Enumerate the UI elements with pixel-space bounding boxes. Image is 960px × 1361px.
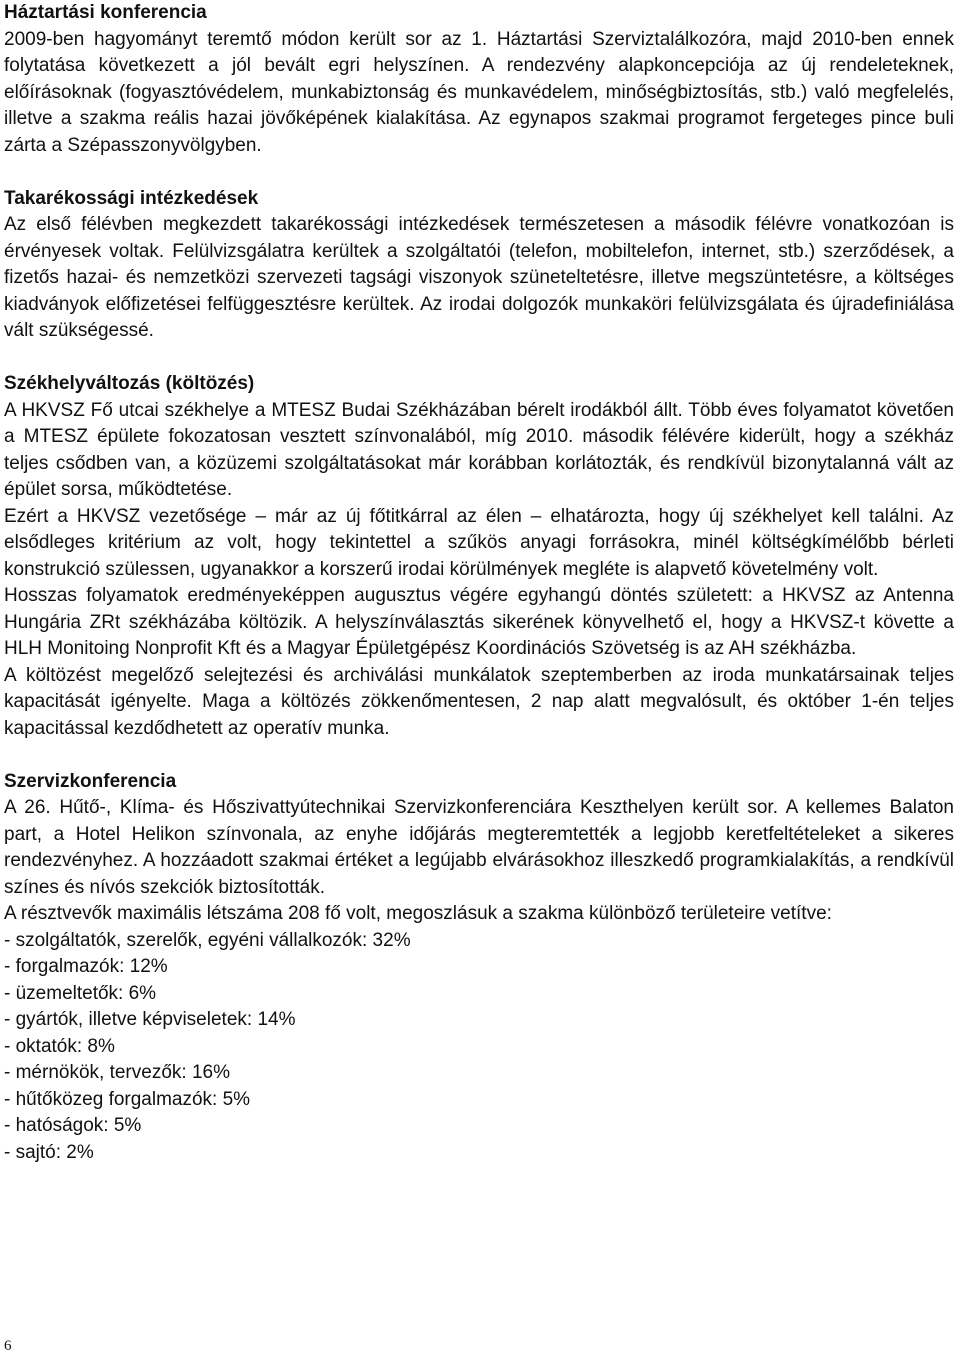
section-haztartasi-konferencia <box>4 0 954 159</box>
section-heading: Háztartási konferencia <box>4 2 207 23</box>
paragraph: Hosszas folyamatok eredményeképpen augusztus végére egyhangú döntés született: a HKVSZ az Antenna Hungária ZRt székházába költözik. A helyszínválasztás sikerének könyvelhető el, hogy a HKVSZ-t követte a HLH Monitoing Nonprofit Kft és a Magyar Épületgépész Koordinációs Szövetség is az AH székházba. <box>4 585 954 659</box>
section-heading: Takarékossági intézkedések <box>4 187 259 209</box>
list-item: - mérnökök, tervezők: 16% <box>4 1062 230 1083</box>
paragraph: A HKVSZ Fő utcai székhelye a MTESZ Budai Székházában bérelt irodákból állt. Több éves folyamatot követően a MTESZ épülete fokozatosan vesztett színvonalából, míg 2010. második félévére kiderült, hogy a székház teljes csődben van, a közüzemi szolgáltatásokat már korábban korlátozták, és rendkívül bizonytalanná vált az épület sorsa, működtetése. <box>4 399 954 500</box>
paragraph: Ezért a HKVSZ vezetősége – már az új főtitkárral az élen – elhatározta, hogy új székhelyet kell találni. Az elsődleges kritérium az volt, hogy tekintettel a szűkös anyagi forrásokra, minél költségkímélőbb bérleti konstrukció szülessen, ugyanakkor a korszerű irodai körülmények megléte is alapvető követelmény volt. <box>4 505 954 580</box>
page-number: 6 <box>4 1338 12 1354</box>
document-page <box>4 0 954 1166</box>
section-heading: Székhelyváltozás (költözés) <box>4 373 255 394</box>
list-item: - üzemeltetők: 6% <box>4 982 157 1004</box>
list-item: - hatóságok: 5% <box>4 1115 142 1136</box>
section-takarekossagi-intezkedesek <box>4 186 954 345</box>
list-item: - szolgáltatók, szerelők, egyéni vállalkozók: 32% <box>4 929 411 951</box>
paragraph: 2009-ben hagyományt teremtő módon került sor az 1. Háztartási Szerviztalálkozóra, majd 2010-ben ennek folytatása következett a jól bevált egri helyszínen. A rendezvény alapkoncepciója az új rendeleteknek, előírásoknak (fogyasztóvédelem, munkabiztonság és munkavédelem, minőségbiztosítás, stb.) való megfelelés, illetve a szakma reális hazai jövőképének kialakítása. Az egynapos szakmai programot fergeteges pince buli zárta a Szépasszonyvölgyben. <box>4 28 954 156</box>
list-item: - hűtőközeg forgalmazók: 5% <box>4 1088 251 1110</box>
section-szervizkonferencia <box>4 769 954 1167</box>
list-item: - gyártók, illetve képviseletek: 14% <box>4 1009 296 1030</box>
spacer <box>4 159 954 186</box>
list-item: - forgalmazók: 12% <box>4 956 168 977</box>
section-heading: Szervizkonferencia <box>4 770 177 792</box>
section-szekhelyvaltozas <box>4 371 954 742</box>
participant-breakdown-list <box>4 928 954 1167</box>
list-item: - oktatók: 8% <box>4 1035 115 1057</box>
list-item: - sajtó: 2% <box>4 1141 94 1163</box>
spacer <box>4 345 954 372</box>
paragraph: A költözést megelőző selejtezési és archiválási munkálatok szeptemberben az iroda munkatársainak teljes kapacitását igényelte. Maga a költözés zökkenőmentesen, 2 nap alatt megvalósult, és október 1-én teljes kapacitással kezdődhetett az operatív munka. <box>4 664 954 739</box>
paragraph: Az első félévben megkezdett takarékossági intézkedések természetesen a második félévre vonatkozóan is érvényesek voltak. Felülvizsgálatra kerültek a szolgáltatói (telefon, mobiltelefon, internet, stb.) szerződések, a fizetős hazai- és nemzetközi szervezeti tagsági viszonyok szüneteltetésre, illetve megszüntetésre, a költséges kiadványok előfizetései felfüggesztésre kerültek. Az irodai dolgozók munkaköri felülvizsgálata és újradefiniálása vált szükségessé. <box>4 214 954 341</box>
paragraph: A résztvevők maximális létszáma 208 fő volt, megoszlásuk a szakma különböző területeire vetítve: <box>4 903 832 924</box>
spacer <box>4 742 954 769</box>
paragraph: A 26. Hűtő-, Klíma- és Hőszivattyútechnikai Szervizkonferenciára Keszthelyen került sor. A kellemes Balaton part, a Hotel Helikon színvonala, az enyhe időjárás megteremtették a legjobb keretfeltételeket a sikeres rendezvényhez. A hozzáadott szakmai értéket a legújabb elvárásokhoz illeszkedő programkialakítás, a rendkívül színes és nívós szekciók biztosították. <box>4 797 954 898</box>
